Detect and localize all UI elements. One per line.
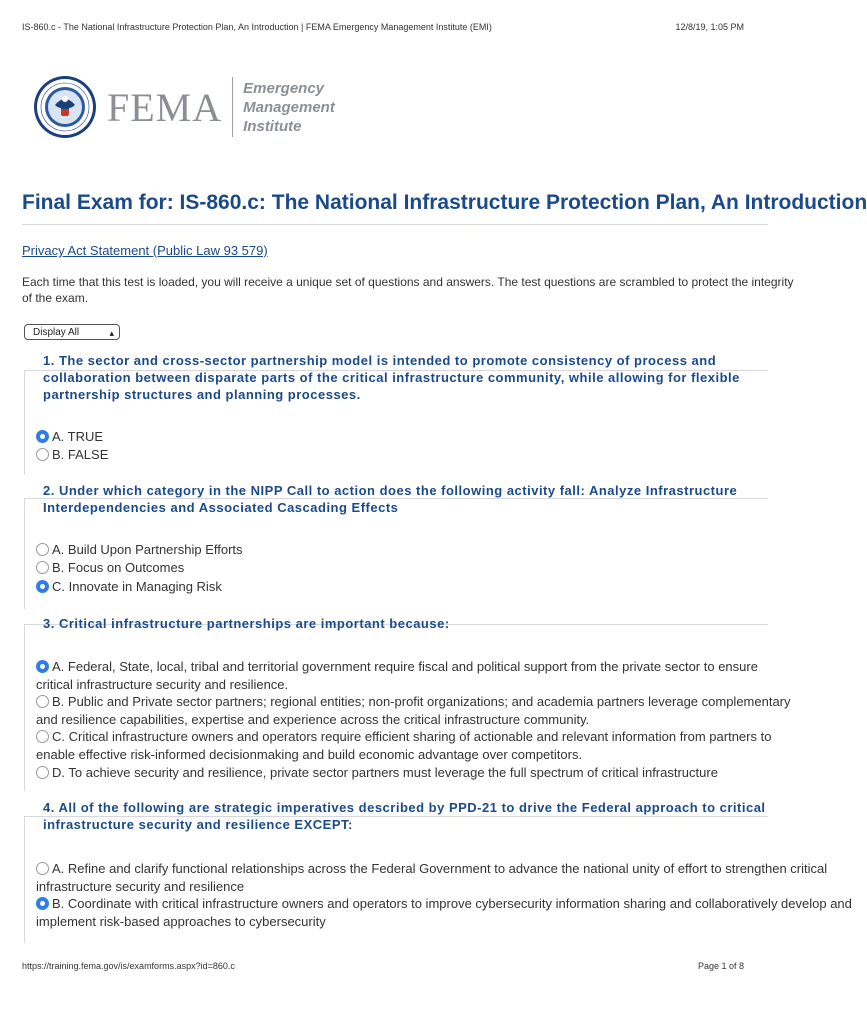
emi-line-3: Institute xyxy=(243,117,302,135)
radio-icon[interactable] xyxy=(36,448,49,461)
dhs-seal-icon xyxy=(33,75,97,139)
emi-line-2: Management xyxy=(243,98,335,116)
answer-option[interactable] xyxy=(36,446,108,463)
display-mode-select[interactable] xyxy=(24,324,120,340)
print-footer-page: Page 1 of 8 xyxy=(697,961,744,971)
radio-selected-icon[interactable] xyxy=(36,430,49,443)
answer-label: B. Public and Private sector partners; regional entities; non-profit organizations; and academia partners leverage complementary xyxy=(52,694,791,709)
answer-label-continued: enable effective risk-informed decisionmaking and build economic advantage over competitors. xyxy=(36,747,583,762)
answer-label: C. Innovate in Managing Risk xyxy=(52,579,222,594)
answer-label-continued: and resilience capabilities, expertise and experience across the critical infrastructure community. xyxy=(36,712,590,727)
radio-selected-icon[interactable] xyxy=(36,660,49,673)
radio-selected-icon[interactable] xyxy=(36,580,49,593)
question-line: Interdependencies and Associated Cascading Effects xyxy=(43,500,399,515)
radio-icon[interactable] xyxy=(36,766,49,779)
answer-option[interactable] xyxy=(36,541,243,558)
answer-option[interactable] xyxy=(36,578,222,595)
fema-wordmark: FEMA xyxy=(107,84,223,130)
answer-label: A. Federal, State, local, tribal and territorial government require fiscal and political support from the private sector to ensure xyxy=(52,659,758,674)
answer-option[interactable] xyxy=(36,860,827,877)
emi-line-1: Emergency xyxy=(243,79,325,97)
page-title: Final Exam for: IS-860.c: The National Infrastructure Protection Plan, An Introduction xyxy=(22,191,867,214)
radio-icon[interactable] xyxy=(36,730,49,743)
intro-line-1: Each time that this test is loaded, you will receive a unique set of questions and answers. The test questions are scrambled to protect the integrity xyxy=(22,275,794,289)
print-header xyxy=(22,22,746,32)
question-line: 1. The sector and cross-sector partnership model is intended to promote consistency of process and xyxy=(43,353,717,368)
title-divider xyxy=(22,224,768,225)
print-header-title: IS-860.c - The National Infrastructure Protection Plan, An Introduction | FEMA Emergency Management Institute (EMI) xyxy=(22,22,492,32)
question-text xyxy=(43,352,740,403)
answer-option[interactable] xyxy=(36,764,718,781)
answer-label: A. Build Upon Partnership Efforts xyxy=(52,542,243,557)
select-arrows-icon: ▴ xyxy=(109,328,114,338)
radio-icon[interactable] xyxy=(36,543,49,556)
logo-divider xyxy=(232,77,233,137)
answer-label-continued: infrastructure security and resilience xyxy=(36,879,245,894)
answer-label: B. FALSE xyxy=(52,447,109,462)
answer-label: B. Focus on Outcomes xyxy=(52,560,185,575)
answer-label: B. Coordinate with critical infrastructure owners and operators to improve cybersecurity information sharing and collaboratively develop and xyxy=(52,896,852,911)
answer-label-continued: critical infrastructure security and resilience. xyxy=(36,677,289,692)
radio-icon[interactable] xyxy=(36,695,49,708)
question-line: 2. Under which category in the NIPP Call to action does the following activity fall: Analyze Infrastructure xyxy=(43,483,738,498)
answer-label: C. Critical infrastructure owners and operators require efficient sharing of actionable and relevant information from partners to xyxy=(52,729,772,744)
radio-icon[interactable] xyxy=(36,862,49,875)
question-text xyxy=(43,615,450,632)
answer-label: A. TRUE xyxy=(52,429,104,444)
answer-label-continued: implement risk-based approaches to cybersecurity xyxy=(36,914,326,929)
intro-line-2: of the exam. xyxy=(22,291,89,305)
question-text xyxy=(43,799,766,833)
answer-option[interactable] xyxy=(36,728,771,745)
answer-option[interactable] xyxy=(36,428,103,445)
answer-option[interactable] xyxy=(36,658,758,675)
question-line: partnership structures and planning processes. xyxy=(43,387,361,402)
emi-text xyxy=(243,79,335,136)
question-line: 4. All of the following are strategic imperatives described by PPD-21 to drive the Federal approach to critical xyxy=(43,800,766,815)
radio-selected-icon[interactable] xyxy=(36,897,49,910)
privacy-act-link[interactable]: Privacy Act Statement (Public Law 93 579) xyxy=(22,243,268,258)
display-mode-value: Display All xyxy=(33,327,80,338)
radio-icon[interactable] xyxy=(36,561,49,574)
answer-option[interactable] xyxy=(36,693,791,710)
answer-label: D. To achieve security and resilience, private sector partners must leverage the full spectrum of critical infrastructure xyxy=(52,765,718,780)
question-line: infrastructure security and resilience EXCEPT: xyxy=(43,817,353,832)
print-footer-url: https://training.fema.gov/is/examforms.aspx?id=860.c xyxy=(22,961,235,971)
print-header-date: 12/8/19, 1:05 PM xyxy=(675,22,744,32)
question-line: 3. Critical infrastructure partnerships are important because: xyxy=(43,616,450,631)
question-line: collaboration between disparate parts of the critical infrastructure community, while allowing for flexible xyxy=(43,370,740,385)
fema-emi-logo[interactable] xyxy=(33,75,335,139)
answer-label: A. Refine and clarify functional relationships across the Federal Government to advance the national unity of effort to strengthen critical xyxy=(52,861,828,876)
question-text xyxy=(43,482,737,516)
answer-option[interactable] xyxy=(36,895,852,912)
print-footer xyxy=(22,961,746,971)
answer-option[interactable] xyxy=(36,559,184,576)
intro-text xyxy=(22,274,794,306)
